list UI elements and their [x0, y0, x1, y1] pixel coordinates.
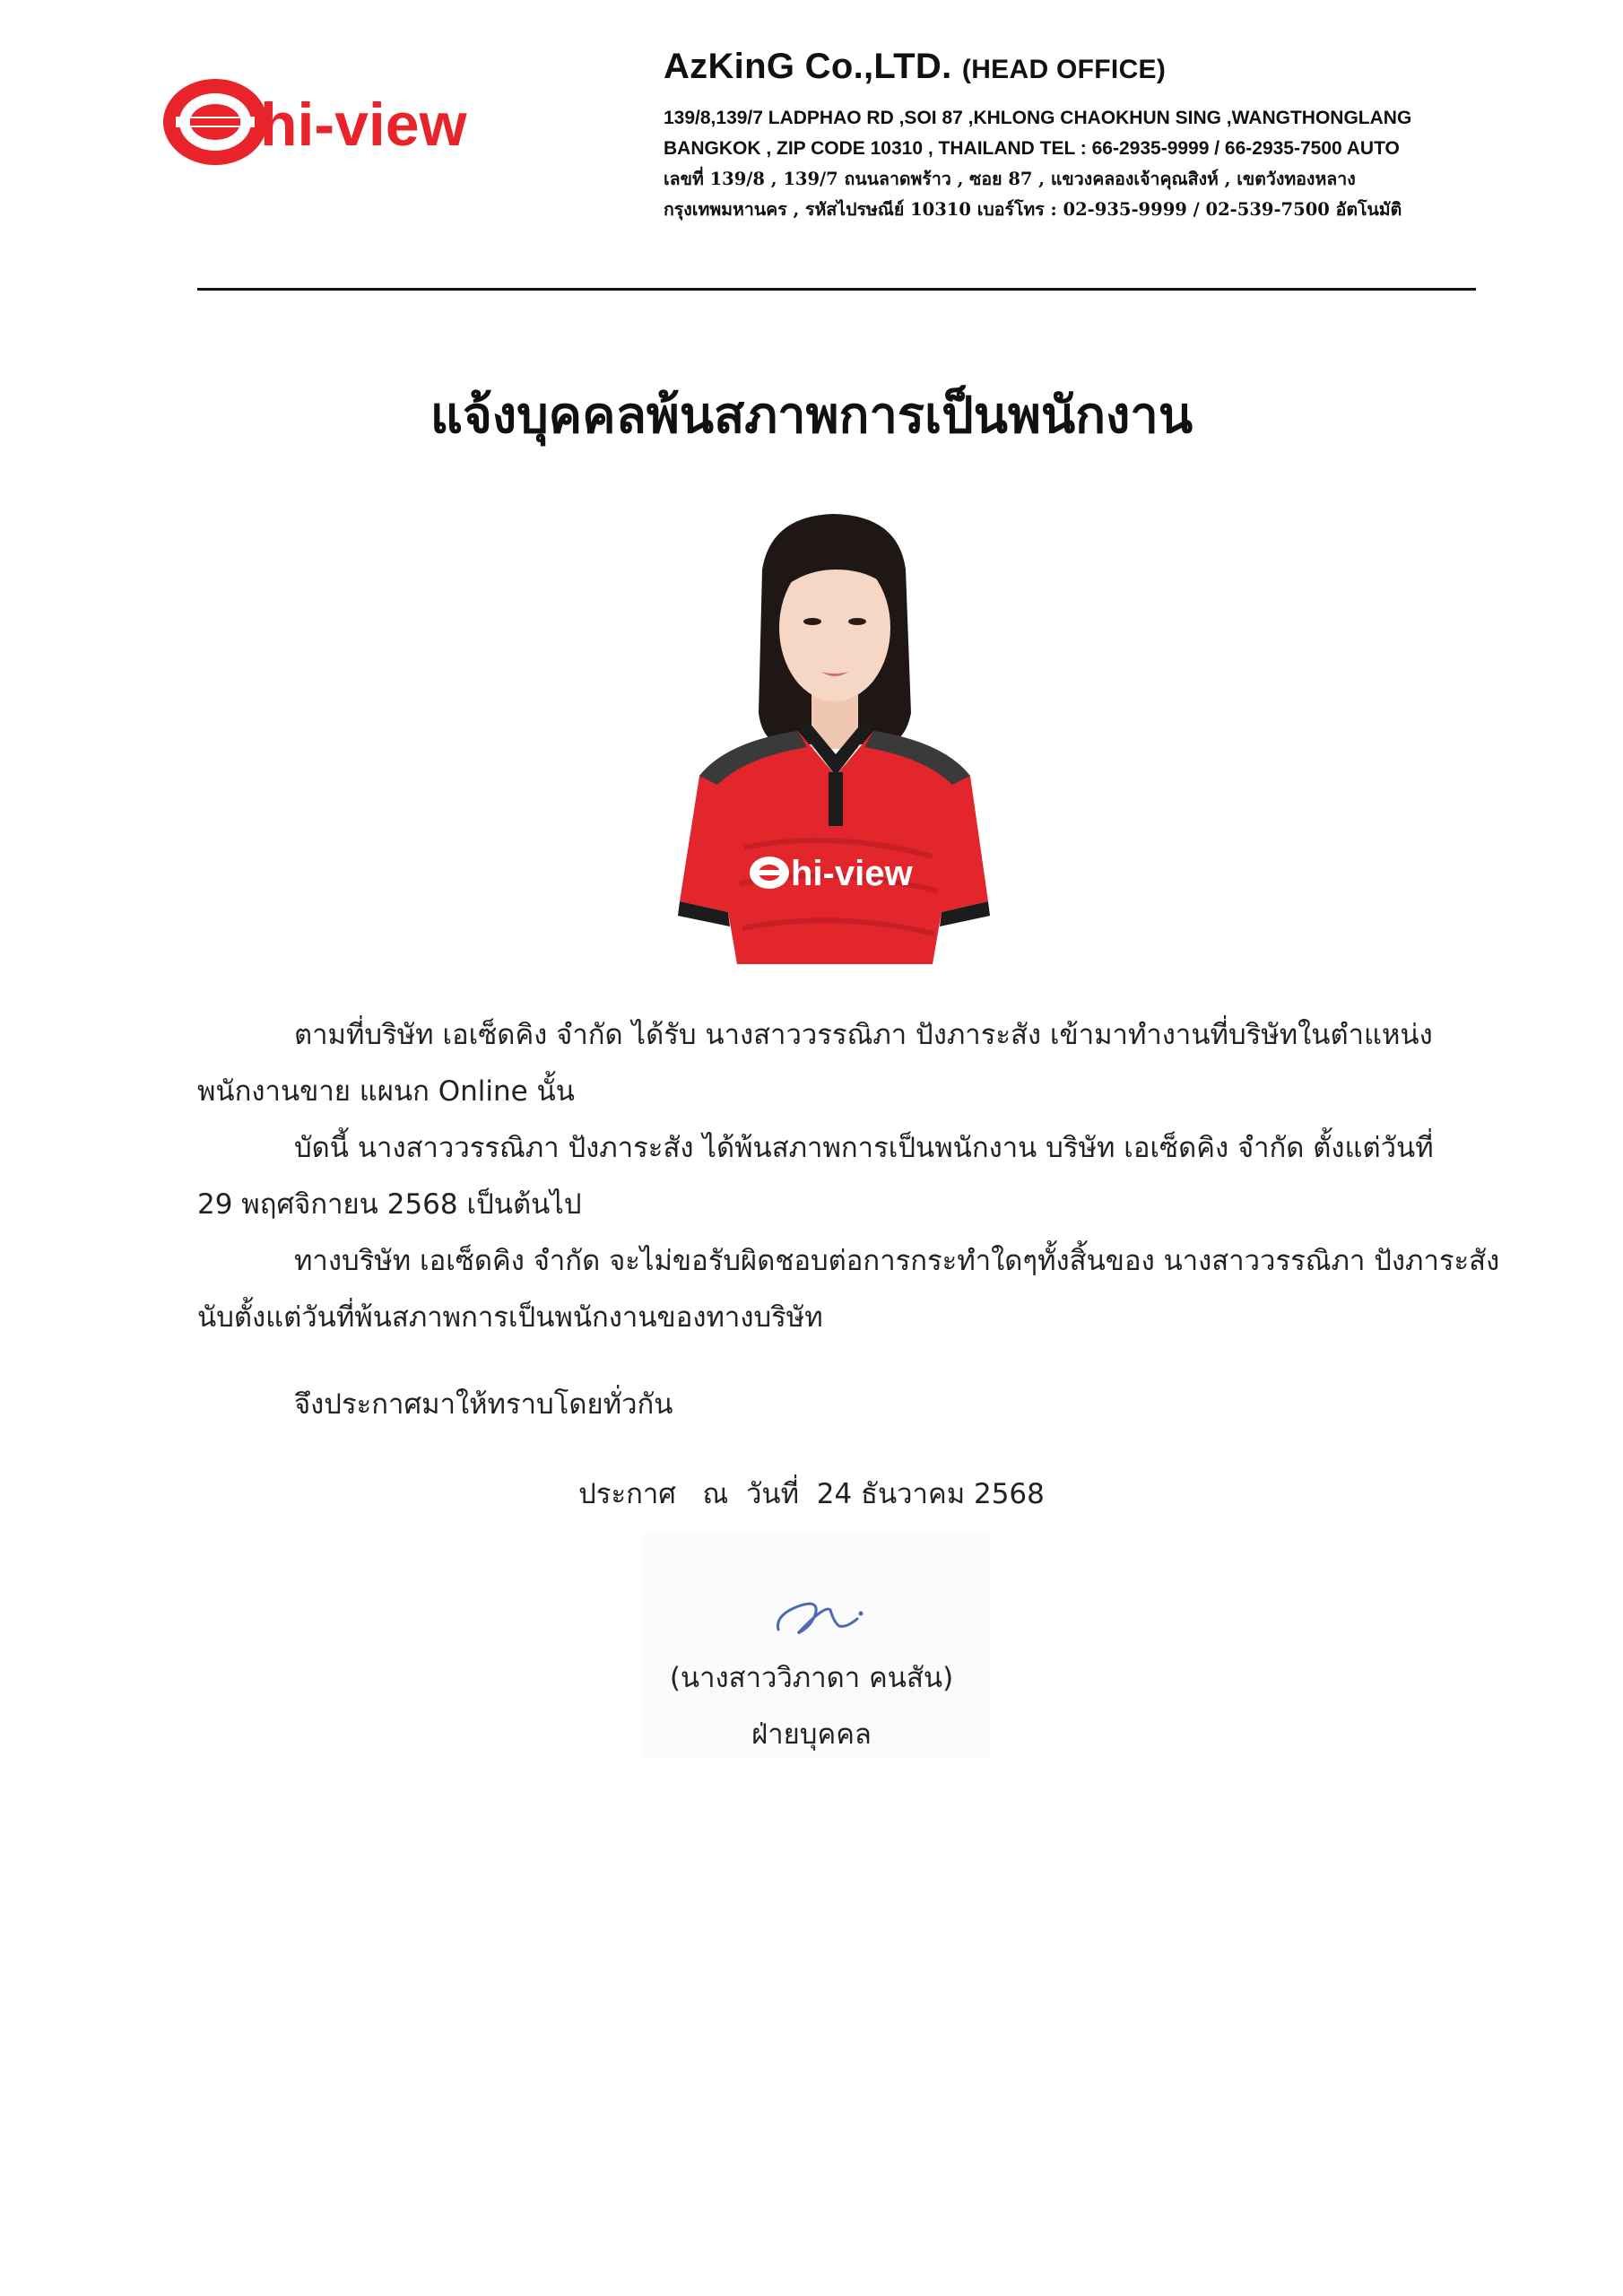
- logo-text: hi-view: [260, 91, 467, 159]
- signer-department: ฝ่ายบุคคล: [751, 1718, 872, 1751]
- paragraph-2-line-2: 29 พฤศจิกายน 2568 เป็นต้นไป: [197, 1188, 582, 1221]
- address-line-3: เลขที่ 139/8 , 139/7 ถนนลาดพร้าว , ซอย 87 , แขวงคลองเจ้าคุณสิงห์ , เขตวังทองหลาง: [664, 169, 1356, 189]
- paragraph-3-line-1: ทางบริษัท เอเซ็ดคิง จำกัด จะไม่ขอรับผิดชอบต่อการกระทำใดๆทั้งสิ้นของ นางสาววรรณิภา ปังภาระสัง: [294, 1245, 1500, 1277]
- hi-view-logo: [163, 75, 522, 174]
- document-title: แจ้งบุคคลพ้นสภาพการเป็นพนักงาน: [430, 387, 1193, 445]
- paragraph-2-line-1: บัดนี้ นางสาววรรณิภา ปังภาระสัง ได้พ้นสภาพการเป็นพนักงาน บริษัท เอเซ็ดคิง จำกัด ตั้งแต่วันที่: [294, 1132, 1434, 1164]
- header-divider: [197, 288, 1476, 291]
- signature-mark: [771, 1583, 870, 1646]
- company-header: [664, 47, 1471, 225]
- closing-text: จึงประกาศมาให้ทราบโดยทั่วกัน: [294, 1388, 673, 1421]
- address-line-1: 139/8,139/7 LADPHAO RD ,SOI 87 ,KHLONG CHAOKHUN SING ,WANGTHONGLANG: [664, 108, 1412, 128]
- address-line-4: กรุงเทพมหานคร , รหัสไปรษณีย์ 10310 เบอร์โทร : 02-935-9999 / 02-539-7500 อัตโนมัติ: [664, 199, 1402, 220]
- paragraph-3-line-2: นับตั้งแต่วันที่พ้นสภาพการเป็นพนักงานของทางบริษัท: [197, 1301, 823, 1334]
- employee-photo: [637, 507, 1031, 964]
- company-name: AzKinG Co.,LTD. (HEAD OFFICE): [664, 47, 1167, 86]
- paragraph-1-line-1: ตามที่บริษัท เอเซ็ดคิง จำกัด ได้รับ นางสาววรรณิภา ปังภาระสัง เข้ามาทำงานที่บริษัทในตำแหน่ง: [294, 1019, 1433, 1051]
- paragraph-1-line-2: พนักงานขาย แผนก Online นั้น: [197, 1075, 575, 1108]
- signer-name: (นางสาววิภาดา คนสัน): [669, 1662, 954, 1694]
- shirt-logo-text: hi-view: [791, 854, 913, 893]
- announce-date: ประกาศ ณ วันที่ 24 ธันวาคม 2568: [578, 1478, 1045, 1510]
- address-line-2: BANGKOK , ZIP CODE 10310 , THAILAND TEL : 66-2935-9999 / 66-2935-7500 AUTO: [664, 138, 1400, 159]
